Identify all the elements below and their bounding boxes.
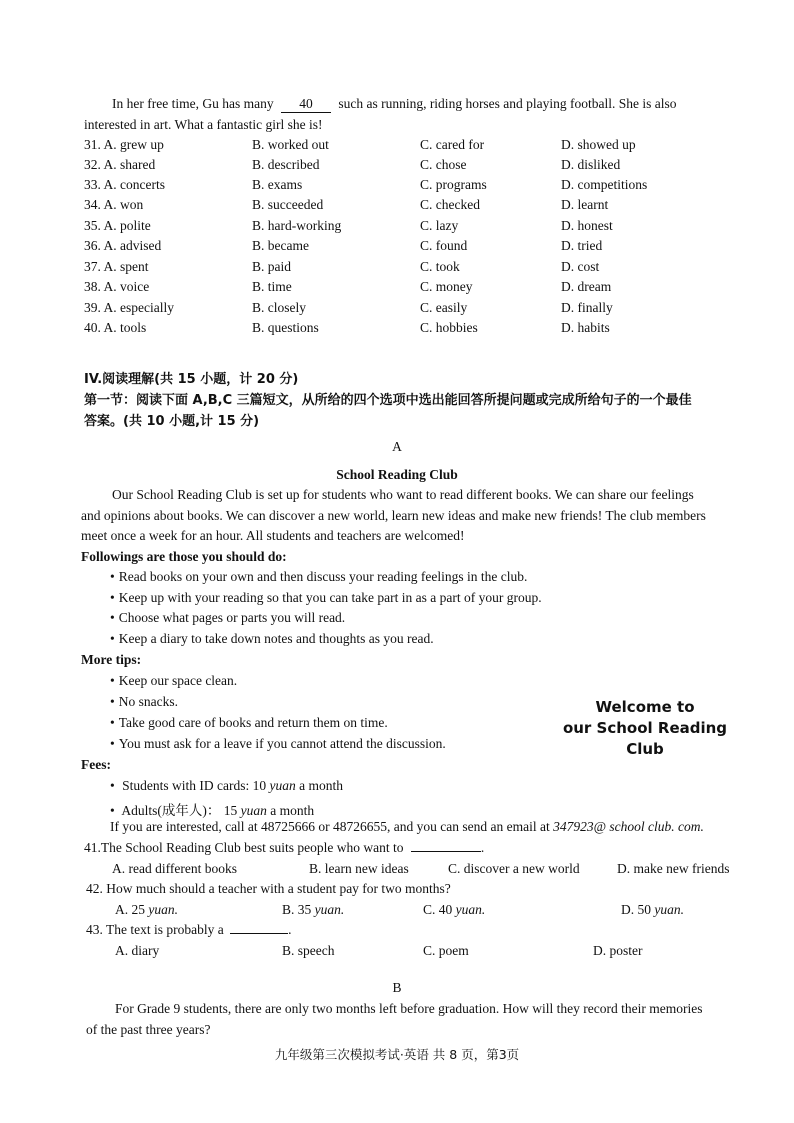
welcome-line2: our School Reading Club xyxy=(562,719,728,758)
passage-intro-line3: meet once a week for an hour. All students and teachers are welcomed! xyxy=(81,528,465,543)
option-b: B. speech xyxy=(282,943,335,958)
option-c: C. easily xyxy=(420,300,468,315)
option-c: C. discover a new world xyxy=(448,861,580,876)
option-b: B. succeeded xyxy=(252,197,324,212)
contact-email: 347923@ school club. com. xyxy=(553,819,704,834)
option-a: 37. A. spent xyxy=(84,259,149,274)
tip-item: • No snacks. xyxy=(110,694,178,710)
option-d: D. learnt xyxy=(561,197,609,212)
fees-heading: Fees: xyxy=(81,757,111,772)
option-d: D. honest xyxy=(561,218,613,233)
should-do-item: • Choose what pages or parts you will read. xyxy=(110,610,345,626)
answer-blank xyxy=(411,851,481,852)
passage-b-line1: For Grade 9 students, there are only two months left before graduation. How will they record their memories xyxy=(115,1001,703,1016)
contact-line: If you are interested, call at 48725666 or 48726655, and you can send an email at 347923@ school club. com. xyxy=(110,819,704,834)
option-a: A. read different books xyxy=(112,861,237,876)
option-a: 32. A. shared xyxy=(84,157,156,172)
option-a: 31. A. grew up xyxy=(84,137,164,152)
welcome-banner xyxy=(555,697,735,760)
option-d: D. habits xyxy=(561,320,610,335)
option-c: C. cared for xyxy=(420,137,485,152)
option-c: C. took xyxy=(420,259,460,274)
option-d: D. finally xyxy=(561,300,613,315)
tip-item: • Take good care of books and return them on time. xyxy=(110,715,388,731)
question-41: 41.The School Reading Club best suits people who want to . xyxy=(84,840,485,855)
should-do-item: • Keep a diary to take down notes and thoughts as you read. xyxy=(110,631,434,647)
option-b: B. learn new ideas xyxy=(309,861,409,876)
fee-item-students: • Students with ID cards: 10 yuan a month xyxy=(110,778,343,794)
should-do-item: • Read books on your own and then discuss your reading feelings in the club. xyxy=(110,569,527,585)
passage-intro-line1: Our School Reading Club is set up for students who want to read different books. We can share our feelings xyxy=(112,487,694,502)
option-d: D. competitions xyxy=(561,177,648,192)
passage-title: School Reading Club xyxy=(336,467,458,482)
option-a: 40. A. tools xyxy=(84,320,147,335)
option-c: C. checked xyxy=(420,197,480,212)
option-d: D. tried xyxy=(561,238,603,253)
option-c: C. programs xyxy=(420,177,487,192)
option-a: 33. A. concerts xyxy=(84,177,165,192)
option-c: C. 40 yuan. xyxy=(423,902,486,917)
should-do-item: • Keep up with your reading so that you can take part in as a part of your group. xyxy=(110,590,542,606)
passage-letter-a: A xyxy=(392,439,402,454)
option-d: D. 50 yuan. xyxy=(621,902,684,917)
tip-item: • You must ask for a leave if you cannot attend the discussion. xyxy=(110,736,446,752)
option-c: C. lazy xyxy=(420,218,459,233)
option-c: C. hobbies xyxy=(420,320,478,335)
option-a: 39. A. especially xyxy=(84,300,174,315)
option-d: D. disliked xyxy=(561,157,621,172)
option-a: 34. A. won xyxy=(84,197,144,212)
tip-item: • Keep our space clean. xyxy=(110,673,237,689)
page-footer: 九年级第三次模拟考试·英语 共 8 页，第3页 xyxy=(274,1047,520,1062)
question-42: 42. How much should a teacher with a student pay for two months? xyxy=(86,881,451,896)
cloze-paragraph-line1: In her free time, Gu has many 40 such as running, riding horses and playing football. She is also xyxy=(112,96,677,111)
cloze-paragraph-line2: interested in art. What a fantastic girl she is! xyxy=(84,117,323,132)
passage-letter-b: B xyxy=(392,980,402,995)
fee-item-adults: • Adults(成年人)： 15 yuan a month xyxy=(110,799,314,819)
option-b: B. questions xyxy=(252,320,319,335)
option-d: D. make new friends xyxy=(617,861,730,876)
option-b: B. closely xyxy=(252,300,306,315)
section-instructions-line2: 答案。(共 10 小题,计 15 分) xyxy=(84,414,260,429)
option-b: B. 35 yuan. xyxy=(282,902,345,917)
section-instructions-line1: 第一节：阅读下面 A,B,C 三篇短文，从所给的四个选项中选出能回答所提问题或完成所给句子的一个最佳 xyxy=(84,393,692,408)
option-b: B. exams xyxy=(252,177,303,192)
welcome-line1: Welcome to xyxy=(595,698,695,716)
option-d: D. dream xyxy=(561,279,612,294)
option-b: B. worked out xyxy=(252,137,329,152)
option-a: A. diary xyxy=(115,943,160,958)
option-c: C. found xyxy=(420,238,468,253)
option-b: B. time xyxy=(252,279,292,294)
should-do-heading: Followings are those you should do: xyxy=(81,549,287,564)
option-a: 36. A. advised xyxy=(84,238,162,253)
answer-blank xyxy=(230,933,288,934)
option-d: D. showed up xyxy=(561,137,636,152)
option-a: A. 25 yuan. xyxy=(115,902,178,917)
option-b: B. paid xyxy=(252,259,291,274)
option-d: D. cost xyxy=(561,259,600,274)
passage-intro-line2: and opinions about books. We can discover a new world, learn new ideas and make new friends! The club members xyxy=(81,508,706,523)
tips-heading: More tips: xyxy=(81,652,142,667)
option-c: C. money xyxy=(420,279,473,294)
option-d: D. poster xyxy=(593,943,643,958)
option-c: C. chose xyxy=(420,157,467,172)
section-heading: IV.阅读理解(共 15 小题，计 20 分) xyxy=(84,372,299,387)
option-b: B. became xyxy=(252,238,309,253)
option-b: B. hard-working xyxy=(252,218,342,233)
question-43: 43. The text is probably a . xyxy=(86,922,292,937)
option-b: B. described xyxy=(252,157,320,172)
blank-40: 40 xyxy=(281,96,331,113)
option-c: C. poem xyxy=(423,943,469,958)
option-a: 35. A. polite xyxy=(84,218,151,233)
passage-b-line2: of the past three years? xyxy=(86,1022,211,1037)
option-a: 38. A. voice xyxy=(84,279,150,294)
